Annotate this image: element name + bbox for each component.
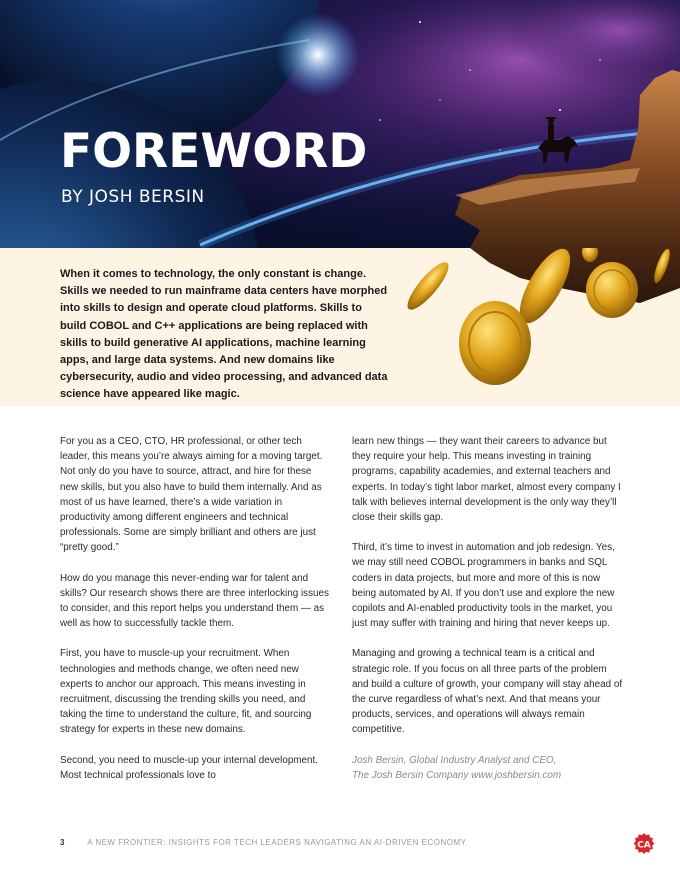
body-paragraph: Managing and growing a technical team is a critical and strategic role. If you focus on all three parts of the problem and build a culture of growth, your company will stay ahead of the curve regardless of what’s next. And that means your products, services, and operations will always remain competitive. <box>352 648 623 736</box>
page-title: FOREWORD <box>60 124 368 179</box>
body-column-left <box>60 434 332 798</box>
signature <box>352 753 624 783</box>
signature-line: The Josh Bersin Company www.joshbersin.com <box>352 769 562 781</box>
intro-paragraph: When it comes to technology, the only constant is change. Skills we needed to run mainframe data centers have morphed into skills to design and operate cloud platforms. Skills to build COBOL and C++ applications are being replaced with skills to build generative AI applications, machine learning apps, and large data systems. And new domains like cybersecurity, audio and video processing, and advanced data science have appeared like magic. <box>60 268 388 401</box>
page-number: 3 <box>60 838 65 847</box>
body-paragraph: For you as a CEO, CTO, HR professional, or other tech leader, this means you’re always aiming for a moving target. Not only do you have to source, attract, and hire for these new skills, but you also have to build them internally. And as most of us have learned, there’s a wide variation in productivity among different engineers and technical professionals. Some are simply brilliant and others are just “pretty good.” <box>60 436 323 554</box>
page-subtitle: BY JOSH BERSIN <box>61 187 205 207</box>
intro-band <box>0 248 680 406</box>
body-paragraph: learn new things — they want their careers to advance but they require your help. This means investing in training programs, capability academies, and external teachers and experts. In today’s tight labor market, almost every company I talk with believes internal development is the only way they’ll close their skills gap. <box>352 436 621 524</box>
body-paragraph: Third, it’s time to invest in automation and job redesign. Yes, we may still need COBOL programmers in banks and SQL coders in data projects, but more and more of this is now being automated by AI. If you don’t use and explore the new copilots and AI-enabled productivity tools in the market, you just may suffer with training and hiring that never keeps up. <box>352 542 615 630</box>
body-paragraph: Second, you need to muscle-up your internal development. Most technical professionals love to <box>60 754 319 781</box>
body-paragraph: First, you have to muscle-up your recruitment. When technologies and methods change, we often need new experts to anchor our approach. This means investing in recruitment, discussing the trending skills you need, and taking the time to understand the culture, fit, and sourcing strategy for experts in these new domains. <box>60 648 312 736</box>
sun-flare-icon <box>276 13 360 97</box>
page-footer <box>60 838 466 847</box>
logo-text: CA <box>637 840 651 851</box>
ca-logo-icon <box>633 833 655 855</box>
body-paragraph: How do you manage this never-ending war for talent and skills? Our research shows there are three interlocking issues to consider, and this report helps you understand them — as well as how to successfully tackle them. <box>60 572 329 630</box>
coin-icon <box>402 257 454 315</box>
body-column-right <box>352 434 624 798</box>
hero-banner <box>0 0 680 248</box>
signature-line: Josh Bersin, Global Industry Analyst and CEO, <box>352 754 557 766</box>
mesa-rock-underside <box>470 248 680 303</box>
running-title: A NEW FRONTIER: INSIGHTS FOR TECH LEADERS NAVIGATING AN AI-DRIVEN ECONOMY <box>87 838 467 847</box>
